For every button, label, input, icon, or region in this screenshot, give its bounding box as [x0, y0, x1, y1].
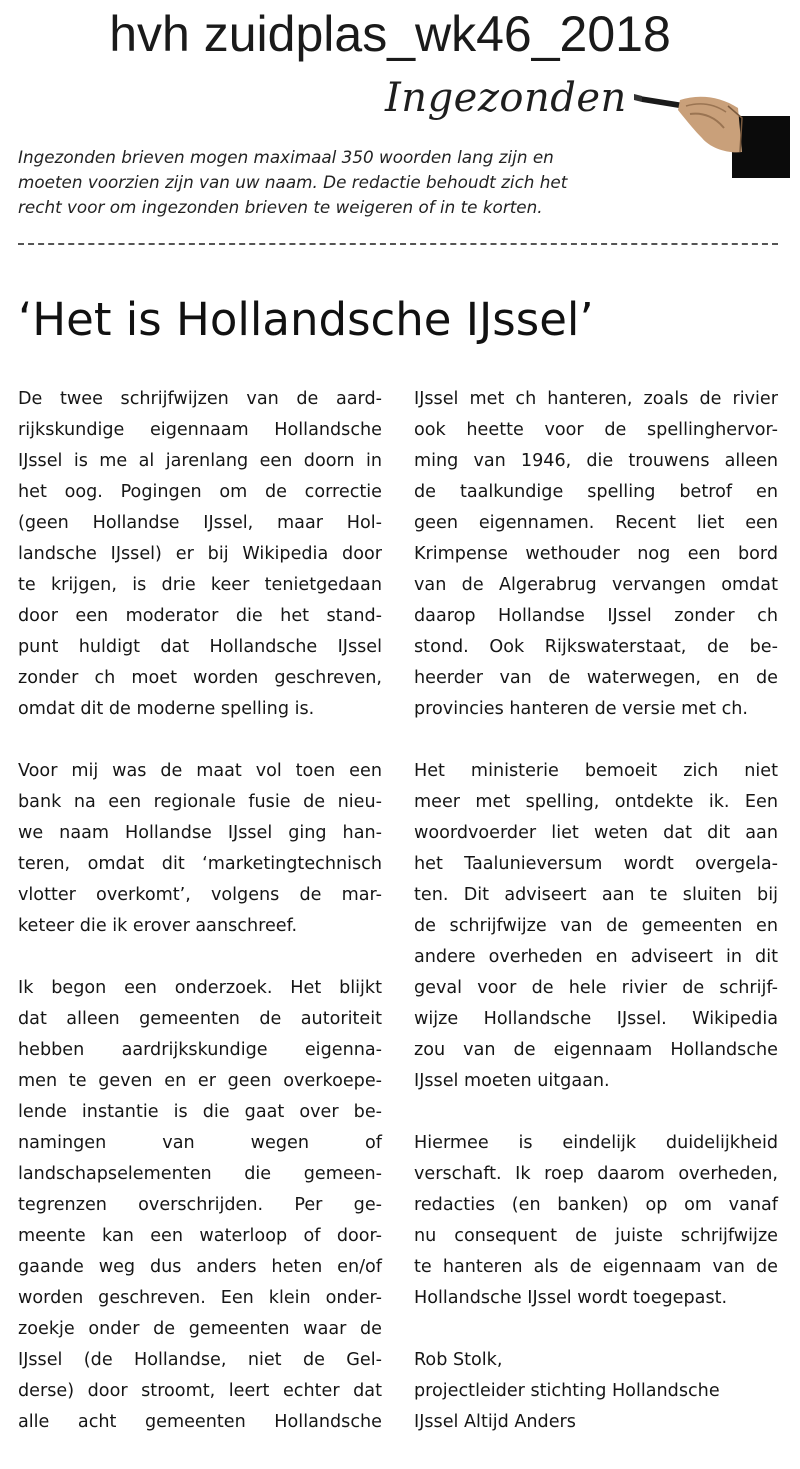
article-line: lende instantie is die gaat over be- [18, 1102, 382, 1122]
article-line: landschapselementen die gemeen- [18, 1164, 382, 1184]
article-line: redacties (en banken) op om vanaf [414, 1195, 778, 1215]
article-column-right [414, 384, 778, 1469]
article-line: (geen Hollandse IJssel, maar Hol- [18, 513, 382, 533]
signature-line: Rob Stolk, [414, 1350, 503, 1370]
article-paragraph [414, 1128, 778, 1314]
article-paragraph [18, 973, 382, 1438]
article-line: hebben aardrijkskundige eigenna- [18, 1040, 382, 1060]
article-line: we naam Hollandse IJssel ging han- [18, 823, 382, 843]
article-line: de schrijfwijze van de gemeenten en [414, 916, 778, 936]
article-column-left [18, 384, 382, 1469]
submission-guidelines [18, 145, 638, 220]
article-line: keteer die ik erover aanschreef. [18, 916, 298, 936]
article-headline: ‘Het is Hollandsche IJssel’ [18, 293, 594, 346]
article-line: ook heette voor de spellinghervor- [414, 420, 778, 440]
article-line: meente kan een waterloop of door- [18, 1226, 382, 1246]
article-line: IJssel met ch hanteren, zoals de rivier [414, 389, 778, 409]
article-line: omdat dit de moderne spelling is. [18, 699, 315, 719]
article-line: alle acht gemeenten Hollandsche [18, 1412, 382, 1432]
page-title: hvh zuidplas_wk46_2018 [109, 6, 671, 62]
article-line: De twee schrijfwijzen van de aard- [18, 389, 382, 409]
article-line: Ik begon een onderzoek. Het blijkt [18, 978, 382, 998]
section-label: Ingezonden [385, 75, 627, 121]
article-line: andere overheden en adviseert in dit [414, 947, 778, 967]
article-line: nu consequent de juiste schrijfwijze [414, 1226, 778, 1246]
article-line: Het ministerie bemoeit zich niet [414, 761, 778, 781]
article-line: bank na een regionale fusie de nieu- [18, 792, 382, 812]
article-line: door een moderator die het stand- [18, 606, 382, 626]
article-line: men te geven en er geen overkoepe- [18, 1071, 382, 1091]
intro-line: Ingezonden brieven mogen maximaal 350 woorden lang zijn en [18, 147, 554, 167]
article-line: provincies hanteren de versie met ch. [414, 699, 748, 719]
article-paragraph [18, 384, 382, 725]
article-line: namingen van wegen of [18, 1133, 382, 1153]
article-line: zonder ch moet worden geschreven, [18, 668, 382, 688]
article-line: IJssel (de Hollandse, niet de Gel- [18, 1350, 382, 1370]
article-line: te hanteren als de eigennaam van de [414, 1257, 778, 1277]
article-line: meer met spelling, ontdekte ik. Een [414, 792, 778, 812]
article-line: de taalkundige spelling betrof en [414, 482, 778, 502]
article-line: het Taalunieversum wordt overgela- [414, 854, 778, 874]
article-paragraph [414, 384, 778, 725]
article-line: geen eigennamen. Recent liet een [414, 513, 778, 533]
article-line: Voor mij was de maat vol toen een [18, 761, 382, 781]
article-line: daarop Hollandse IJssel zonder ch [414, 606, 778, 626]
article-line: wijze Hollandsche IJssel. Wikipedia [414, 1009, 778, 1029]
article-line: heerder van de waterwegen, en de [414, 668, 778, 688]
article-line: zoekje onder de gemeenten waar de [18, 1319, 382, 1339]
writing-hand-icon [620, 78, 790, 183]
article-line: tegrenzen overschrijden. Per ge- [18, 1195, 382, 1215]
signature-line: IJssel Altijd Anders [414, 1412, 576, 1432]
article-line: punt huldigt dat Hollandsche IJssel [18, 637, 382, 657]
article-line: landsche IJssel) er bij Wikipedia door [18, 544, 382, 564]
intro-line: recht voor om ingezonden brieven te weigeren of in te korten. [18, 197, 543, 217]
article-line: Krimpense wethouder nog een bord [414, 544, 778, 564]
dashed-divider [18, 243, 778, 245]
signature-line: projectleider stichting Hollandsche [414, 1381, 720, 1401]
article-line: derse) door stroomt, leert echter dat [18, 1381, 382, 1401]
article-paragraph [414, 756, 778, 1097]
article-line: geval voor de hele rivier de schrijf- [414, 978, 778, 998]
article-paragraph [18, 756, 382, 942]
article-line: Hiermee is eindelijk duidelijkheid [414, 1133, 778, 1153]
article-line: gaande weg dus anders heten en/of [18, 1257, 382, 1277]
article-line: woordvoerder liet weten dat dit aan [414, 823, 778, 843]
article-line: verschaft. Ik roep daarom overheden, [414, 1164, 778, 1184]
article-line: vlotter overkomt’, volgens de mar- [18, 885, 382, 905]
article-line: Hollandsche IJssel wordt toegepast. [414, 1288, 728, 1308]
author-signature [414, 1345, 778, 1438]
article-line: dat alleen gemeenten de autoriteit [18, 1009, 382, 1029]
article-line: ten. Dit adviseert aan te sluiten bij [414, 885, 778, 905]
article-line: IJssel is me al jarenlang een doorn in [18, 451, 382, 471]
article-line: zou van de eigennaam Hollandsche [414, 1040, 778, 1060]
article-line: teren, omdat dit ‘marketingtechnisch [18, 854, 382, 874]
article-line: rijkskundige eigennaam Hollandsche [18, 420, 382, 440]
article-line: van de Algerabrug vervangen omdat [414, 575, 778, 595]
intro-line: moeten voorzien zijn van uw naam. De redactie behoudt zich het [18, 172, 568, 192]
article-line: stond. Ook Rijkswaterstaat, de be- [414, 637, 778, 657]
article-line: te krijgen, is drie keer tenietgedaan [18, 575, 382, 595]
article-line: het oog. Pogingen om de correctie [18, 482, 382, 502]
article-line: IJssel moeten uitgaan. [414, 1071, 610, 1091]
article-line: ming van 1946, die trouwens alleen [414, 451, 778, 471]
article-line: worden geschreven. Een klein onder- [18, 1288, 382, 1308]
